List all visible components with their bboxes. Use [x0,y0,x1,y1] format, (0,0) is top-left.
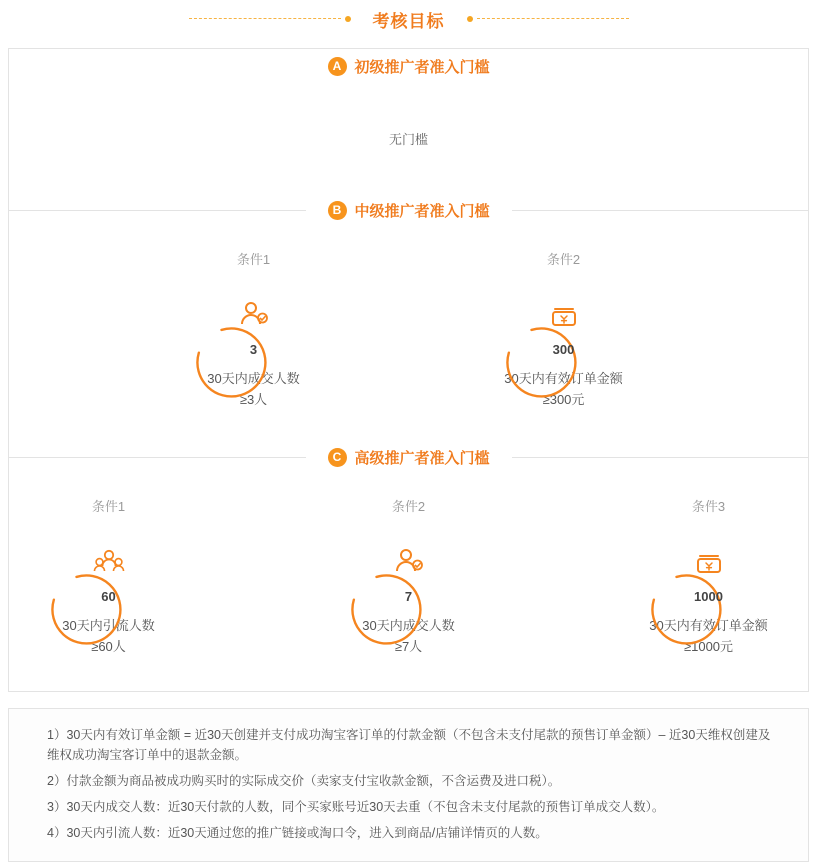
condition-desc-line1: 30天内引流人数 [62,618,155,633]
condition-row-b [9,227,808,440]
condition-value: 300 [552,342,575,357]
assessment-goal-page [0,4,817,840]
section-header-b [9,193,808,227]
condition-dial [671,529,747,605]
condition-card [164,249,344,410]
page-title: 考核目标 [372,11,445,31]
note-item: 1）30天内有效订单金额 = 近30天创建并支付成功淘宝客订单的付款金额（不包含未支付尾款的预售订单金额）– 近30天维权创建及维权成功淘宝客订单中的退款金额。 [47,728,771,762]
condition-card [19,496,199,657]
condition-card [474,249,654,410]
section-title-b: 中级推广者准入门槛 [354,202,490,220]
note-item: 2）付款金额为商品被成功购买时的实际成交价（卖家支付宝收款金额，不含运费及进口税）。 [47,774,561,788]
note-item: 3）30天内成交人数：近30天付款的人数，同个买家账号近30天去重（不包含未支付尾款的预售订单成交人数）。 [47,800,665,814]
page-title-bar [0,4,817,34]
condition-desc-line1: 30天内有效订单金额 [504,371,623,386]
no-threshold-text: 无门槛 [388,131,428,147]
condition-desc-line2: ≥1000元 [683,639,734,654]
condition-label: 条件1 [91,499,126,514]
condition-dial [71,529,147,605]
condition-label: 条件2 [546,252,581,267]
condition-value: 60 [101,589,116,604]
section-title-c: 高级推广者准入门槛 [354,449,490,467]
tiers-frame [8,48,809,692]
section-badge-b: B [327,201,346,220]
notes-panel [8,708,809,862]
condition-card [619,496,799,657]
condition-desc-line2: ≥60人 [91,639,126,654]
section-title-a: 初级推广者准入门槛 [354,58,490,76]
title-rail-right [477,18,629,20]
condition-desc-line2: ≥300元 [542,392,585,407]
title-rail-left [189,18,341,20]
condition-value: 3 [249,342,258,357]
condition-desc-line1: 30天内成交人数 [362,618,455,633]
condition-value: 1000 [694,589,723,604]
condition-dial [371,529,447,605]
section-title-group-a [305,49,511,83]
condition-dial [216,282,292,358]
condition-desc-line2: ≥3人 [239,392,268,407]
title-dot-right [467,16,473,22]
title-dot-left [345,16,351,22]
section-title-group-c [305,440,511,474]
condition-card [319,496,499,657]
condition-desc-line1: 30天内成交人数 [207,371,300,386]
condition-row-c [9,474,808,691]
condition-desc-line2: ≥7人 [394,639,423,654]
section-header-a [9,49,808,83]
condition-value: 7 [404,589,413,604]
section-badge-c: C [327,448,346,467]
section-title-group-b [305,193,511,227]
condition-dial [526,282,602,358]
condition-label: 条件1 [236,252,271,267]
note-item: 4）30天内引流人数：近30天通过您的推广链接或淘口令，进入到商品/店铺详情页的人数。 [47,826,548,840]
section-header-c [9,440,808,474]
section-body-a [9,83,808,193]
condition-label: 条件3 [691,499,726,514]
section-badge-a: A [327,57,346,76]
condition-label: 条件2 [391,499,426,514]
condition-desc-line1: 30天内有效订单金额 [649,618,768,633]
